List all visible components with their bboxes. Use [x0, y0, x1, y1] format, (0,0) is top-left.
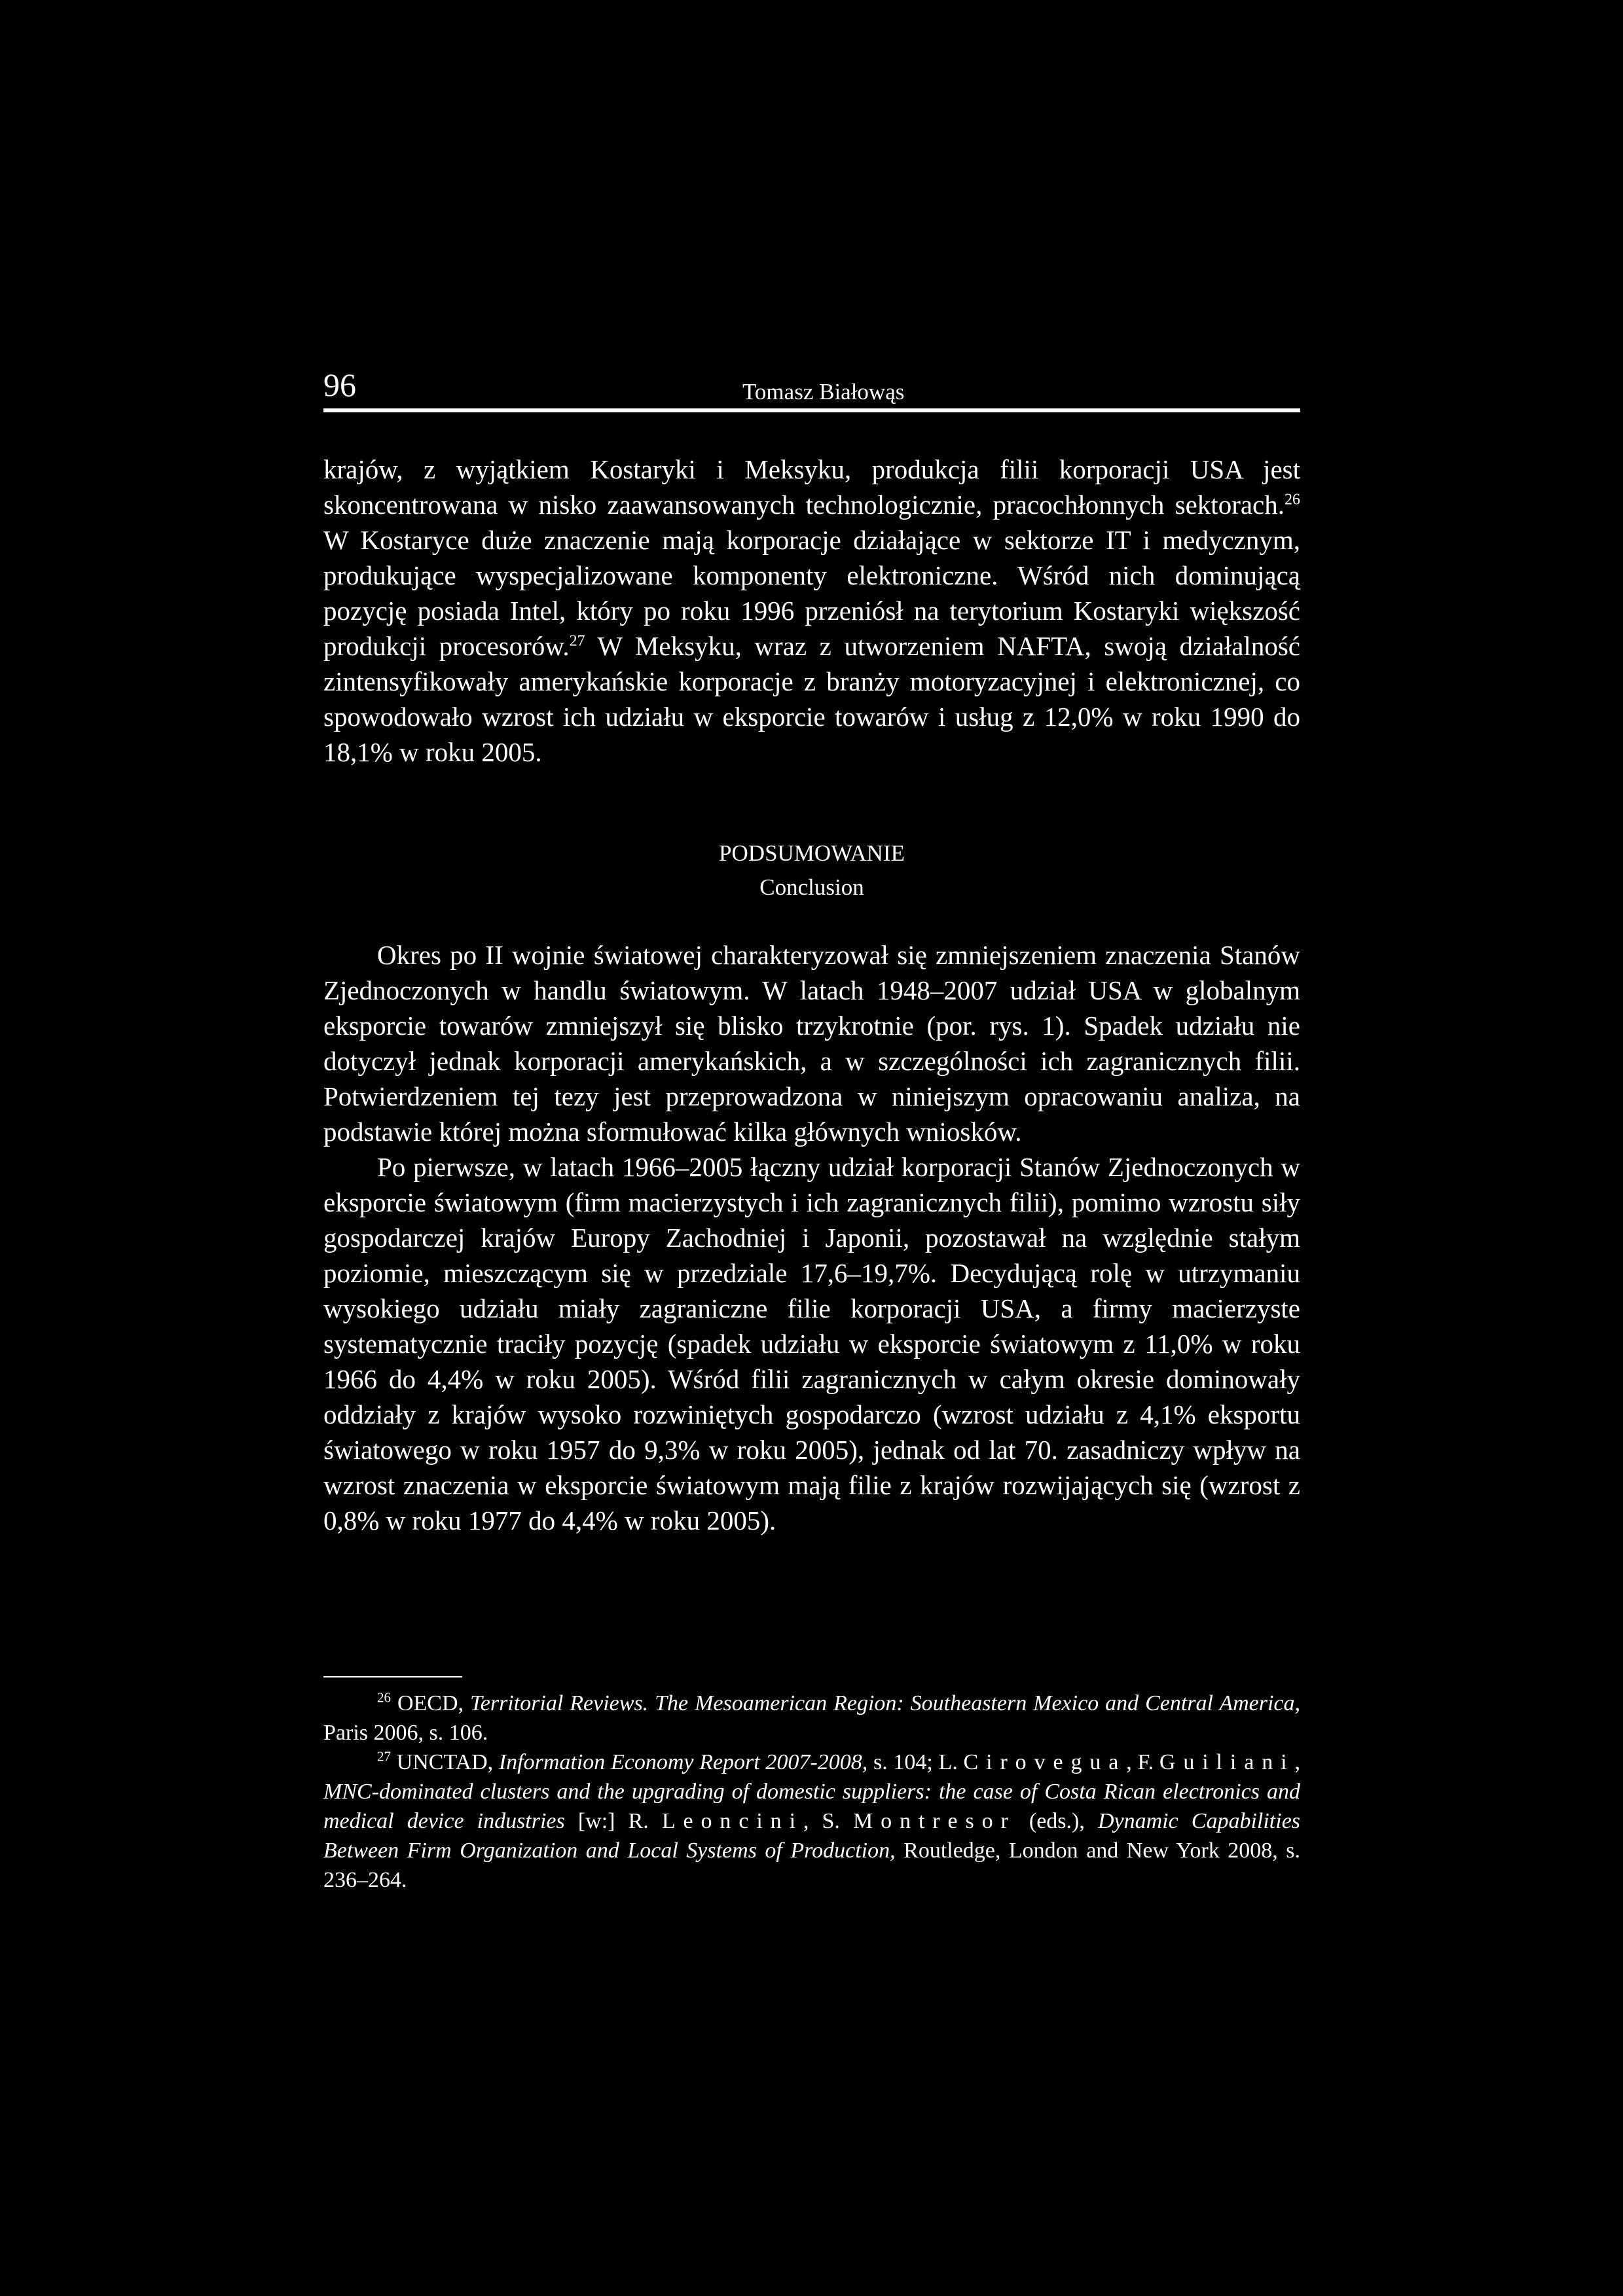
footnote-author: Cirovegua	[963, 1750, 1127, 1774]
paragraph-text: W Meksyku, wraz z utworzeniem NAFTA, swoją działalność zintensyfikowały amerykańskie korporacje z branży motoryzacyjnej i elektronicznej, co spowodowało wzrost ich udziału w eksporcie towarów i usług z 12,0% w roku 1990 do 18,1% w roku 2005.	[323, 631, 1300, 767]
footnote-text: Routledge, London and New York 2008, s. 236–264.	[323, 1839, 1300, 1892]
footnote-text: Paris 2006, s. 106.	[323, 1721, 488, 1745]
section-subtitle: Conclusion	[759, 874, 864, 900]
footnote-title: MNC-dominated clusters and the upgrading of domestic suppliers: the case of Costa Rican electronics and medical device industries	[323, 1780, 1300, 1833]
footnote-ref: 27	[569, 632, 585, 650]
footnote-text: (eds.),	[1015, 1809, 1098, 1833]
footnote-26	[323, 1689, 1300, 1748]
footnote-text: [w:] R.	[564, 1809, 662, 1833]
footnote-text: , S.	[803, 1809, 854, 1833]
footnote-text: s. 104; L.	[867, 1750, 964, 1774]
footnote-author: Montresor	[853, 1809, 1016, 1833]
footnote-separator	[323, 1676, 462, 1677]
paragraph: Po pierwsze, w latach 1966–2005 łączny udział korporacji Stanów Zjednoczonych w eksporcie światowym (firm macierzystych i ich zagranicznych filii), pomimo wzrostu siły gospodarczej krajów Europy Zachodniej i Japonii, pozostawał na względnie stałym poziomie, mieszczącym się w przedziale 17,6–19,7%. Decydującą rolę w utrzymaniu wysokiego udziału miały zagraniczne filie korporacji USA, a firmy macierzyste systematycznie traciły pozycję (spadek udziału w eksporcie światowym z 11,0% w roku 1966 do 4,4% w roku 2005). Wśród filii zagranicznych w całym okresie dominowały oddziały z krajów wysoko rozwiniętych gospodarczo (wzrost udziału z 4,1% eksportu światowego w roku 1957 do 9,3% w roku 2005), jednak od lat 70. zasadniczy wpływ na wzrost znaczenia w eksporcie światowym mają filie z krajów rozwijających się (wzrost z 0,8% w roku 1977 do 4,4% w roku 2005).	[323, 1152, 1300, 1535]
footnote-text: UNCTAD,	[396, 1750, 499, 1774]
footnote-27	[323, 1748, 1300, 1895]
paragraph-text: W Kostaryce duże znaczenie mają korporacje działające w sektorze IT i medycznym, produkujące wyspecjalizowane komponenty elektroniczne. Wśród nich dominującą pozycję posiada Intel, który po roku 1996 przeniósł na terytorium Kostaryki większość produkcji procesorów.	[323, 525, 1300, 661]
footnote-ref: 26	[1285, 491, 1300, 509]
footnote-author: Guiliani	[1159, 1750, 1295, 1774]
page-number: 96	[323, 367, 356, 403]
footnote-text: , F.	[1126, 1750, 1159, 1774]
footnote-title: Territorial Reviews. The Mesoamerican Region: Southeastern Mexico and Central America,	[469, 1691, 1300, 1715]
running-head-author: Tomasz Białowąs	[742, 379, 905, 404]
footnote-number: 27	[377, 1748, 391, 1765]
paragraph-text: krajów, z wyjątkiem Kostaryki i Meksyku, produkcja filii korporacji USA jest skoncentrowana w nisko zaawansowanych technologicznie, pracochłonnych sektorach.	[323, 454, 1300, 520]
footnote-title: Dynamic Capabilities Between Firm Organization and Local Systems of Production,	[323, 1809, 1301, 1863]
footnote-author: Leoncini	[661, 1809, 803, 1833]
footnote-number: 26	[377, 1689, 391, 1706]
footnote-text: ,	[1294, 1750, 1300, 1774]
conclusion-body	[323, 937, 1300, 1538]
footnote-title: Information Economy Report 2007-2008,	[498, 1750, 868, 1774]
section-heading	[323, 836, 1300, 905]
paragraph: Okres po II wojnie światowej charakteryzował się zmniejszeniem znaczenia Stanów Zjednoczonych w handlu światowym. W latach 1948–2007 udział USA w globalnym eksporcie towarów zmniejszył się blisko trzykrotnie (por. rys. 1). Spadek udziału nie dotyczył jednak korporacji amerykańskich, a w szczególności ich zagranicznych filii. Potwierdzeniem tej tezy jest przeprowadzona w niniejszym opracowaniu analiza, na podstawie której można sformułować kilka głównych wniosków.	[323, 940, 1300, 1147]
paragraph-continued	[323, 452, 1300, 770]
page-header	[323, 367, 1300, 412]
footnote-text: OECD,	[397, 1691, 470, 1715]
footnotes	[323, 1689, 1300, 1895]
section-title: PODSUMOWANIE	[719, 840, 905, 866]
